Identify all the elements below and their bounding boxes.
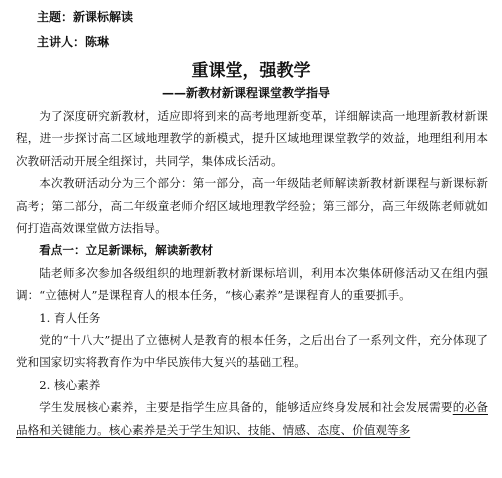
- document-title: 重课堂，强教学: [191, 61, 311, 81]
- subheading-education-task: 1. 育人任务: [39, 310, 101, 325]
- paragraph-intro: 为了深度研究新教材，适应即将到来的高考地理新变革，详细解读高一地理新教材新课程，进一步探讨高二区域地理教学的新模式，提升区域地理课堂教学的效益，地理组利用本次教研活动开展全组探讨，共同学，集体成长活动。: [16, 109, 488, 168]
- paragraph-core-literacy: [16, 396, 488, 441]
- paragraph-education-task: 党的“十八大”提出了立德树人是教育的根本任务，之后出台了一系列文件，充分体现了党和国家切实将教育作为中华民族伟大复兴的基础工程。: [16, 333, 488, 370]
- section-heading-1: 看点一：立足新课标，解读新教材: [39, 243, 214, 258]
- underlined-text: 的必备品格和关键能力。核心素养是关于学生知识、技能、情感、态度、价值观等多: [16, 400, 488, 437]
- subheading-core-literacy: 2. 核心素养: [39, 377, 101, 392]
- paragraph-structure: 本次教研活动分为三个部分：第一部分，高一年级陆老师解读新教材新课程与新课标新高考；第二部分，高二年级童老师介绍区域地理教学经验；第三部分，高三年级陈老师就如何打造高效课堂做方法指导。: [16, 176, 488, 236]
- paragraph-lu-training: 陆老师多次参加各级组织的地理新教材新课标培训，利用本次集体研修活动又在组内强调：“立德树人”是课程育人的根本任务，“核心素养”是课程育人的重要抓手。: [16, 265, 488, 303]
- paragraph-core-literacy-line1: 学生发展核心素养，主要是指学生应具备的，能够适应终身发展和社会发展需要: [39, 400, 453, 415]
- document-subtitle: ——新教材新课程课堂教学指导: [162, 86, 331, 100]
- speaker-line: 主讲人：陈琳: [37, 35, 110, 49]
- topic-line: 主题：新课标解读: [37, 10, 134, 24]
- document-body: [16, 105, 488, 441]
